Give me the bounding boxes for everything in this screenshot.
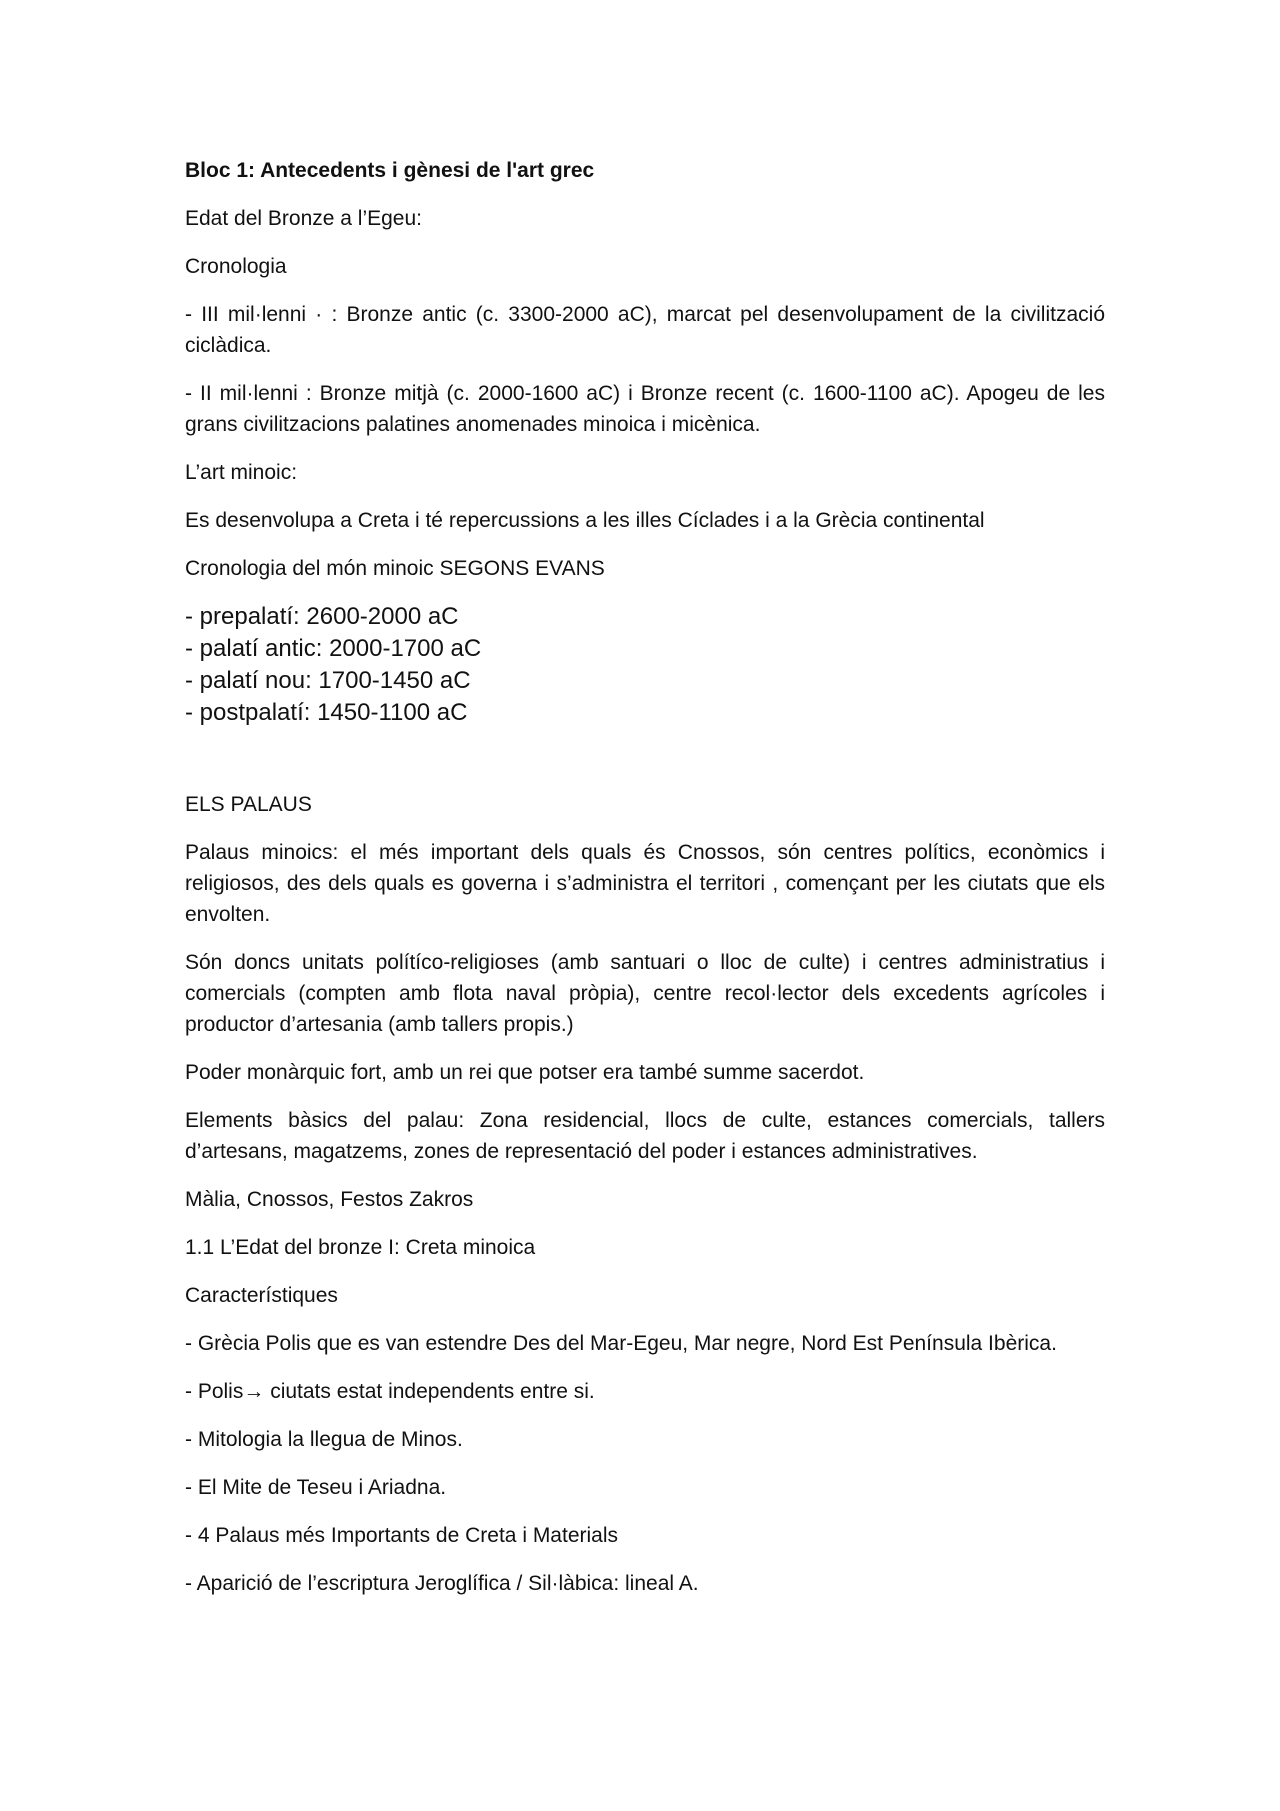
period-list [185,601,1105,729]
list-item: - Grècia Polis que es van estendre Des del Mar-Egeu, Mar negre, Nord Est Península Ibèrica. [185,1332,1057,1355]
polis-label: - Polis [185,1380,244,1403]
document-page [185,155,1105,1616]
section-heading-cronologia: Cronologia [185,255,287,278]
paragraph-palaus-1: Palaus minoics: el més important dels quals és Cnossos, són centres polítics, econòmics i religiosos, des dels quals es governa i s’administra el territori , començant per les ciutats que els envolten. [185,841,1105,926]
list-item-polis [185,1376,1105,1407]
document-title: Bloc 1: Antecedents i gènesi de l'art grec [185,159,595,182]
period-item: - prepalatí: 2600-2000 aC [185,603,459,630]
paragraph-mil2: - II mil·lenni : Bronze mitjà (c. 2000-1600 aC) i Bronze recent (c. 1600-1100 aC). Apogeu de les grans civilitzacions palatines anomenades minoica i micènica. [185,382,1105,436]
list-item: - Aparició de l’escriptura Jeroglífica / Sil·làbica: lineal A. [185,1572,699,1595]
polis-description: ciutats estat independents entre si. [264,1380,595,1403]
period-item: - palatí antic: 2000-1700 aC [185,635,482,662]
paragraph-palaus-4: Elements bàsics del palau: Zona residencial, llocs de culte, estances comercials, tallers d’artesans, magatzems, zones de representació del poder i estances administratives. [185,1109,1105,1163]
section-heading-cronologia-evans: Cronologia del món minoic SEGONS EVANS [185,557,605,580]
arrow-right-icon: → [243,1380,265,1403]
period-item: - postpalatí: 1450-1100 aC [185,699,468,726]
section-heading-caracteristiques: Característiques [185,1284,338,1307]
period-item: - palatí nou: 1700-1450 aC [185,667,471,694]
list-item: - El Mite de Teseu i Ariadna. [185,1476,447,1499]
section-heading-art-minoic: L’art minoic: [185,461,298,484]
paragraph-mil3: - III mil·lenni · : Bronze antic (c. 3300-2000 aC), marcat pel desenvolupament de la civilització ciclàdica. [185,303,1105,357]
list-item: - 4 Palaus més Importants de Creta i Materials [185,1524,619,1547]
palaus-list: Màlia, Cnossos, Festos Zakros [185,1188,474,1211]
paragraph-creta: Es desenvolupa a Creta i té repercussions a les illes Cíclades i a la Grècia continental [185,509,985,532]
section-heading-edat-bronze: Edat del Bronze a l’Egeu: [185,207,422,230]
paragraph-palaus-2: Són doncs unitats polítíco-religioses (amb santuari o lloc de culte) i centres administratius i comercials (compten amb flota naval pròpia), centre recol·lector dels excedents agrícoles i productor d’artesania (amb tallers propis.) [185,951,1105,1036]
section-heading-1-1: 1.1 L’Edat del bronze I: Creta minoica [185,1236,536,1259]
section-heading-els-palaus: ELS PALAUS [185,793,312,816]
list-item: - Mitologia la llegua de Minos. [185,1428,463,1451]
paragraph-palaus-3: Poder monàrquic fort, amb un rei que potser era també summe sacerdot. [185,1061,865,1084]
